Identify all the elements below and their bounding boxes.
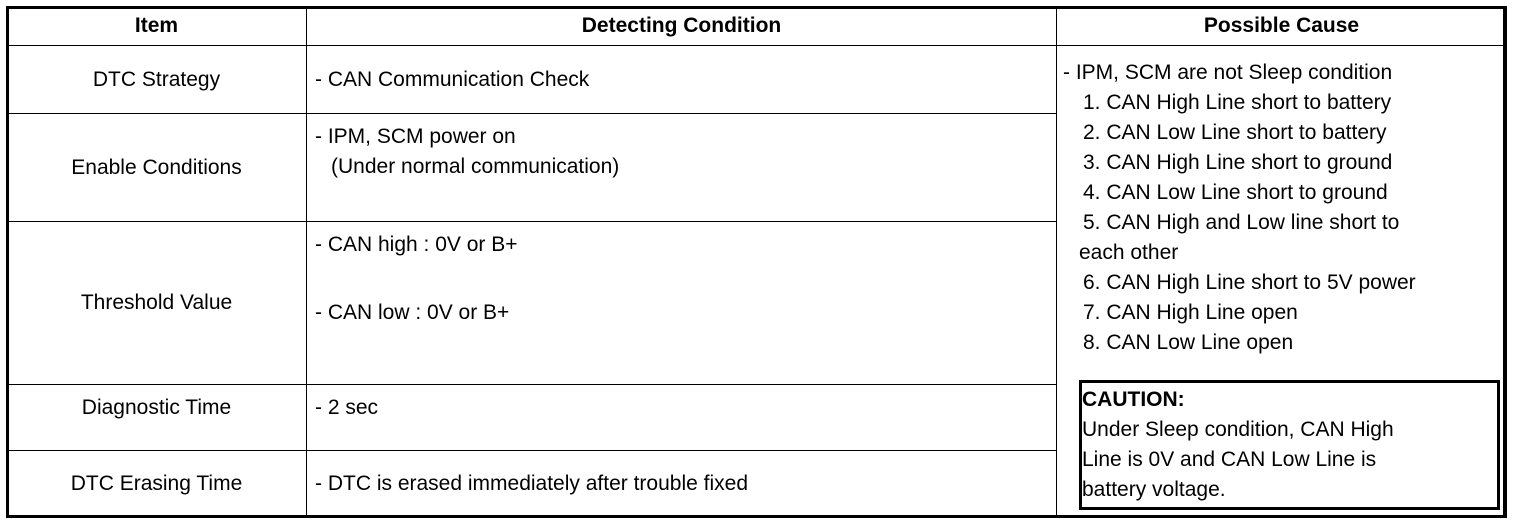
- condition-line: - DTC is erased immediately after trouble fixed: [315, 472, 748, 495]
- condition-line: - IPM, SCM power on: [315, 125, 516, 148]
- cause-item: 3. CAN High Line short to ground: [1083, 151, 1393, 174]
- item-cell: Threshold Value: [7, 222, 307, 385]
- condition-line: - CAN low : 0V or B+: [315, 301, 510, 324]
- caution-line: Line is 0V and CAN Low Line is: [1082, 448, 1377, 471]
- caution-title: CAUTION:: [1082, 388, 1185, 411]
- caution-line: battery voltage.: [1082, 478, 1226, 501]
- cause-item: 5. CAN High and Low line short to: [1083, 211, 1400, 234]
- condition-line: (Under normal communication): [331, 155, 620, 178]
- condition-line: - CAN high : 0V or B+: [315, 233, 518, 256]
- cause-item: 6. CAN High Line short to 5V power: [1083, 271, 1416, 294]
- cause-item-continued: each other: [1079, 241, 1179, 264]
- cause-item: 4. CAN Low Line short to ground: [1083, 181, 1388, 204]
- cause-item: 7. CAN High Line open: [1083, 301, 1298, 324]
- cause-item: 1. CAN High Line short to battery: [1083, 91, 1392, 114]
- cause-item: 8. CAN Low Line open: [1083, 331, 1294, 354]
- cause-intro: - IPM, SCM are not Sleep condition: [1063, 61, 1393, 84]
- header-detecting-condition: Detecting Condition: [307, 7, 1057, 46]
- header-possible-cause: Possible Cause: [1057, 7, 1507, 46]
- caution-line: Under Sleep condition, CAN High: [1082, 418, 1394, 441]
- item-cell: Enable Conditions: [7, 114, 307, 222]
- cause-item: 2. CAN Low Line short to battery: [1083, 121, 1387, 144]
- item-cell: Diagnostic Time: [7, 385, 307, 451]
- item-cell: DTC Erasing Time: [7, 451, 307, 518]
- condition-line: - CAN Communication Check: [315, 67, 590, 91]
- table-outer-border: [6, 6, 1506, 518]
- condition-line: - 2 sec: [315, 396, 379, 419]
- item-cell: DTC Strategy: [7, 46, 307, 114]
- header-item: Item: [7, 7, 307, 46]
